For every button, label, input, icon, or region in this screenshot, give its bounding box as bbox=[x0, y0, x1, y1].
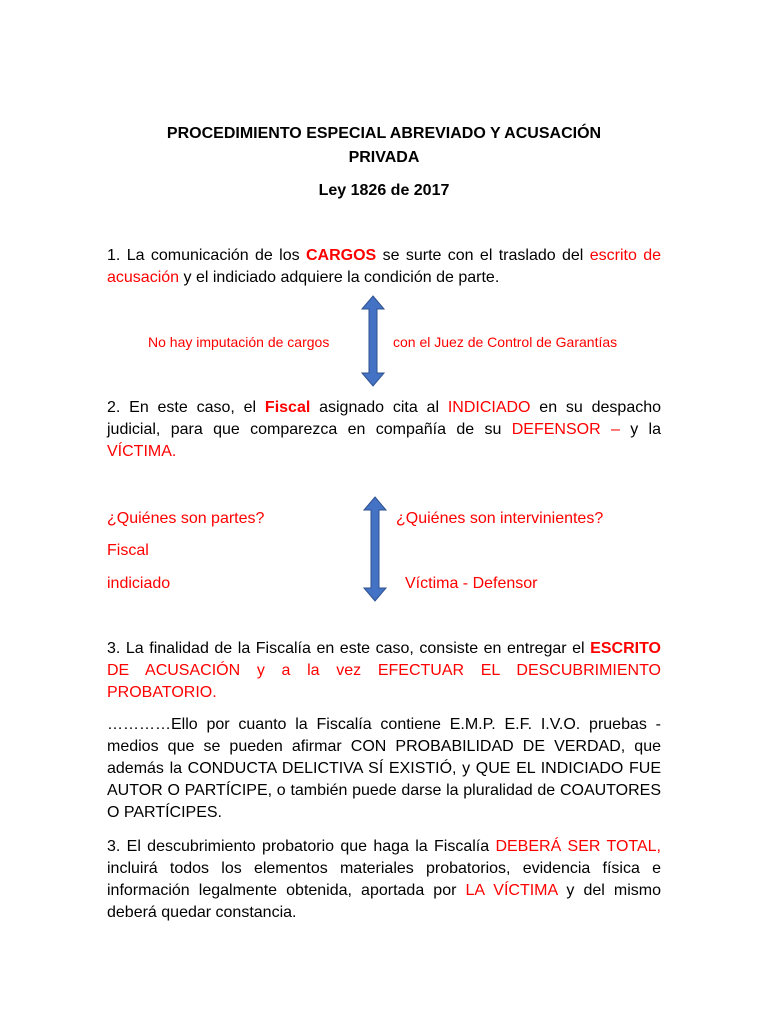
p2-text-7: y la bbox=[619, 421, 661, 438]
p3-text-1: 3. La finalidad de la Fiscalía en este caso, consiste en entregar el bbox=[107, 640, 591, 657]
paragraph-4: …………Ello por cuanto la Fiscalía contiene E.M.P. E.F. I.V.O. pruebas -medios que se pueden afirmar CON PROBABILIDAD DE VERDAD, que además la CONDUCTA DELICTIVA SÍ EXISTIÓ, y QUE EL INDICIADO FUE AUTOR O PARTÍCIPE, o también puede darse la pluralidad de COAUTORES O PARTÍCIPES. bbox=[107, 716, 661, 821]
p5-debera-ser-total: DEBERÁ SER TOTAL, bbox=[495, 838, 662, 855]
p1-text-1: 1. La comunicación de los bbox=[107, 247, 306, 264]
p1-escrito-acusacion: escrito de acusación bbox=[107, 247, 661, 286]
double-vertical-arrow-icon bbox=[363, 496, 387, 602]
p2-defensor: DEFENSOR – bbox=[511, 421, 620, 438]
p3-escrito: ESCRITO bbox=[590, 640, 661, 657]
paragraph-1 bbox=[107, 245, 661, 289]
p1-text-5: y el indiciado adquiere la condición de parte. bbox=[179, 269, 500, 286]
p1-cargos: CARGOS bbox=[306, 247, 377, 264]
p2-victima: VÍCTIMA. bbox=[107, 443, 177, 460]
document-title bbox=[107, 122, 661, 170]
question-intervinientes: ¿Quiénes son intervinientes? bbox=[396, 510, 604, 527]
intervinientes-victima-defensor: Víctima - Defensor bbox=[405, 575, 538, 592]
party-indiciado: indiciado bbox=[107, 575, 171, 592]
p5-text-1: 3. El descubrimiento probatorio que haga la Fiscalía bbox=[107, 838, 496, 855]
p5-text-5: y del mismo deberá quedar constancia. bbox=[107, 882, 662, 921]
p2-text-5: en su despacho judicial, para que comparezca en compañía de su bbox=[107, 399, 662, 438]
note-no-imputacion: No hay imputación de cargos bbox=[148, 334, 330, 350]
p2-text-3: asignado cita al bbox=[310, 399, 448, 416]
double-vertical-arrow-icon bbox=[361, 295, 385, 387]
paragraph-5 bbox=[107, 836, 661, 924]
p5-text-3: incluirá todos los elementos materiales probatorios, evidencia física e información legalmente obtenida, aportada por bbox=[107, 860, 661, 899]
p3-text-3: DE ACUSACIÓN y a la vez EFECTUAR EL DESCUBRIMIENTO PROBATORIO. bbox=[107, 662, 661, 701]
paragraph-2 bbox=[107, 397, 661, 463]
title-line-2: PRIVADA bbox=[348, 149, 420, 166]
party-fiscal: Fiscal bbox=[107, 542, 149, 559]
document-subtitle: Ley 1826 de 2017 bbox=[318, 182, 450, 199]
p1-text-3: se surte con el traslado del bbox=[376, 247, 590, 264]
title-line-1: PROCEDIMIENTO ESPECIAL ABREVIADO Y ACUSACIÓN bbox=[166, 125, 602, 142]
p2-fiscal: Fiscal bbox=[264, 399, 311, 416]
question-partes: ¿Quiénes son partes? bbox=[107, 510, 265, 527]
p2-indiciado: INDICIADO bbox=[447, 399, 531, 416]
paragraph-3 bbox=[107, 638, 661, 704]
p5-la-victima: LA VÍCTIMA bbox=[465, 882, 558, 899]
note-juez-control: con el Juez de Control de Garantías bbox=[393, 334, 618, 350]
p2-text-1: 2. En este caso, el bbox=[107, 399, 265, 416]
